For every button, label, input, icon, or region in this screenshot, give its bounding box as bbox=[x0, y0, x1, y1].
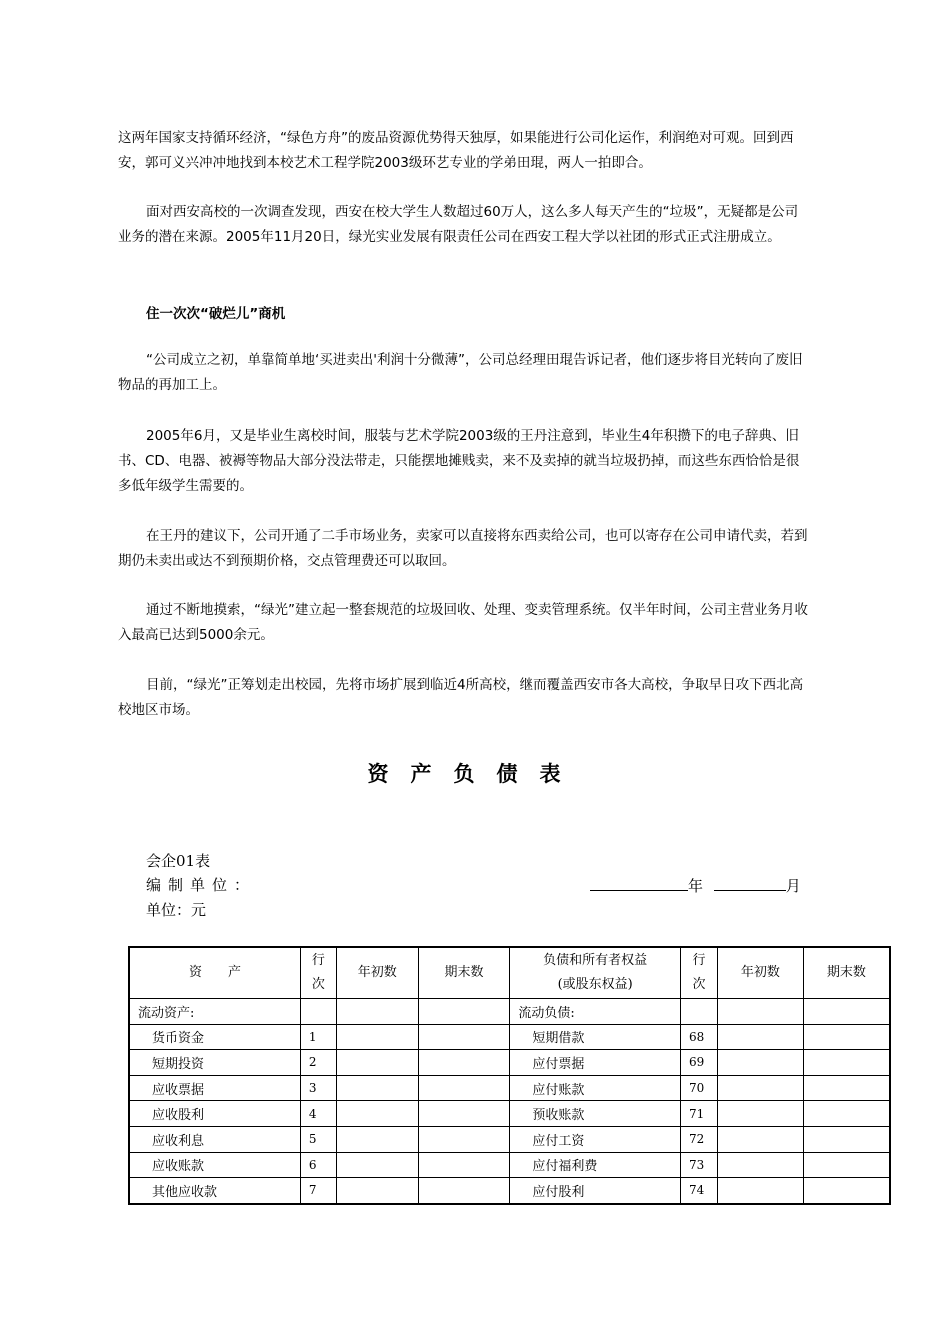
asset-begin-value[interactable] bbox=[336, 1152, 418, 1178]
liability-name: 应付票据 bbox=[510, 1050, 681, 1076]
asset-end-value[interactable] bbox=[418, 1178, 510, 1204]
asset-name: 短期投资 bbox=[129, 1050, 300, 1076]
liability-row-no: 73 bbox=[680, 1152, 717, 1178]
header-end-2: 期末数 bbox=[803, 947, 890, 999]
cell-empty[interactable] bbox=[418, 999, 510, 1025]
asset-end-value[interactable] bbox=[418, 1075, 510, 1101]
asset-end-value[interactable] bbox=[418, 1152, 510, 1178]
cell-empty[interactable] bbox=[300, 999, 336, 1025]
asset-begin-value[interactable] bbox=[336, 1126, 418, 1152]
section-row bbox=[129, 999, 890, 1025]
liability-begin-value[interactable] bbox=[717, 1075, 803, 1101]
liability-end-value[interactable] bbox=[803, 1178, 890, 1204]
table-row bbox=[129, 1152, 890, 1178]
month-blank[interactable] bbox=[714, 874, 786, 891]
cell-empty[interactable] bbox=[680, 999, 717, 1025]
liability-begin-value[interactable] bbox=[717, 1101, 803, 1127]
liability-name: 应付账款 bbox=[510, 1075, 681, 1101]
section-heading: 住一次次“破烂儿”商机 bbox=[146, 306, 286, 322]
header-row-no-2-line2: 次 bbox=[692, 977, 706, 992]
asset-begin-value[interactable] bbox=[336, 1075, 418, 1101]
liability-row-no: 68 bbox=[680, 1024, 717, 1050]
asset-name: 其他应收款 bbox=[129, 1178, 300, 1204]
asset-begin-value[interactable] bbox=[336, 1024, 418, 1050]
asset-row-no: 3 bbox=[300, 1075, 336, 1101]
liability-name: 应付股利 bbox=[510, 1178, 681, 1204]
liability-row-no: 69 bbox=[680, 1050, 717, 1076]
unit-label: 编制单位： bbox=[146, 876, 257, 894]
liability-end-value[interactable] bbox=[803, 1126, 890, 1152]
header-liability-line2: (或股东权益) bbox=[557, 977, 633, 992]
table-row bbox=[129, 1075, 890, 1101]
balance-sheet-table bbox=[128, 946, 891, 1205]
asset-name: 应收票据 bbox=[129, 1075, 300, 1101]
asset-end-value[interactable] bbox=[418, 1101, 510, 1127]
table-row bbox=[129, 1024, 890, 1050]
form-title: 资产负债表 bbox=[367, 762, 583, 786]
paragraph-3: “公司成立之初，单靠简单地‘买进卖出'利润十分微薄”，公司总经理田琨告诉记者，他们逐步将目光转向了废旧物品的再加工上。 bbox=[118, 352, 803, 393]
paragraph-7: 目前，“绿光”正筹划走出校园，先将市场扩展到临近4所高校，继而覆盖西安市各大高校，争取早日攻下西北高校地区市场。 bbox=[118, 677, 804, 718]
table-header-row bbox=[129, 947, 890, 999]
liability-begin-value[interactable] bbox=[717, 1178, 803, 1204]
asset-section-label: 流动资产: bbox=[129, 999, 300, 1025]
header-row-no-line2: 次 bbox=[311, 977, 325, 992]
month-label: 月 bbox=[785, 877, 801, 895]
liability-begin-value[interactable] bbox=[717, 1024, 803, 1050]
header-row-no-line1: 行 bbox=[311, 953, 325, 968]
asset-row-no: 6 bbox=[300, 1152, 336, 1178]
header-row-no bbox=[300, 947, 336, 999]
asset-name: 应收账款 bbox=[129, 1152, 300, 1178]
form-code: 会企01表 bbox=[146, 852, 211, 870]
cell-empty[interactable] bbox=[803, 999, 890, 1025]
header-row-no-2-line1: 行 bbox=[692, 953, 706, 968]
asset-begin-value[interactable] bbox=[336, 1178, 418, 1204]
header-end: 期末数 bbox=[418, 947, 510, 999]
asset-name: 应收利息 bbox=[129, 1126, 300, 1152]
table-row bbox=[129, 1050, 890, 1076]
header-asset: 资 产 bbox=[129, 947, 300, 999]
table-body bbox=[129, 1024, 890, 1204]
table-row bbox=[129, 1101, 890, 1127]
paragraph-6: 通过不断地摸索，“绿光”建立起一整套规范的垃圾回收、处理、变卖管理系统。仅半年时间，公司主营业务月收入最高已达到5000余元。 bbox=[118, 602, 808, 643]
asset-end-value[interactable] bbox=[418, 1126, 510, 1152]
header-liability bbox=[510, 947, 681, 999]
asset-row-no: 7 bbox=[300, 1178, 336, 1204]
currency-unit: 单位：元 bbox=[146, 901, 207, 919]
year-label: 年 bbox=[688, 877, 704, 895]
header-begin-2: 年初数 bbox=[717, 947, 803, 999]
liability-row-no: 71 bbox=[680, 1101, 717, 1127]
liability-row-no: 70 bbox=[680, 1075, 717, 1101]
header-liability-line1: 负债和所有者权益 bbox=[543, 953, 648, 968]
paragraph-1: 这两年国家支持循环经济，“绿色方舟”的废品资源优势得天独厚，如果能进行公司化运作，利润绝对可观。回到西安，郭可义兴冲冲地找到本校艺术工程学院2003级环艺专业的学弟田琨，两人一拍即合。 bbox=[118, 130, 794, 171]
liability-begin-value[interactable] bbox=[717, 1050, 803, 1076]
liability-name: 应付福利费 bbox=[510, 1152, 681, 1178]
liability-name: 短期借款 bbox=[510, 1024, 681, 1050]
paragraph-5: 在王丹的建议下，公司开通了二手市场业务，卖家可以直接将东西卖给公司，也可以寄存在公司申请代卖，若到期仍未卖出或达不到预期价格，交点管理费还可以取回。 bbox=[118, 528, 808, 569]
asset-end-value[interactable] bbox=[418, 1024, 510, 1050]
liability-section-label: 流动负债: bbox=[510, 999, 681, 1025]
table-row bbox=[129, 1178, 890, 1204]
liability-end-value[interactable] bbox=[803, 1050, 890, 1076]
year-blank[interactable] bbox=[590, 874, 688, 891]
asset-begin-value[interactable] bbox=[336, 1050, 418, 1076]
paragraph-4: 2005年6月，又是毕业生离校时间，服装与艺术学院2003级的王丹注意到，毕业生4年积攒下的电子辞典、旧书、CD、电器、被褥等物品大部分没法带走，只能摆地摊贱卖，来不及卖掉的就当垃圾扔掉，而这些东西恰恰是很多低年级学生需要的。 bbox=[118, 428, 800, 494]
liability-name: 应付工资 bbox=[510, 1126, 681, 1152]
table-row bbox=[129, 1126, 890, 1152]
cell-empty[interactable] bbox=[717, 999, 803, 1025]
liability-end-value[interactable] bbox=[803, 1101, 890, 1127]
asset-row-no: 1 bbox=[300, 1024, 336, 1050]
header-row-no-2 bbox=[680, 947, 717, 999]
liability-end-value[interactable] bbox=[803, 1152, 890, 1178]
asset-end-value[interactable] bbox=[418, 1050, 510, 1076]
asset-row-no: 4 bbox=[300, 1101, 336, 1127]
liability-row-no: 72 bbox=[680, 1126, 717, 1152]
cell-empty[interactable] bbox=[336, 999, 418, 1025]
liability-row-no: 74 bbox=[680, 1178, 717, 1204]
liability-end-value[interactable] bbox=[803, 1024, 890, 1050]
asset-row-no: 5 bbox=[300, 1126, 336, 1152]
asset-name: 货币资金 bbox=[129, 1024, 300, 1050]
asset-begin-value[interactable] bbox=[336, 1101, 418, 1127]
paragraph-2: 面对西安高校的一次调查发现，西安在校大学生人数超过60万人，这么多人每天产生的“垃圾”，无疑都是公司业务的潜在来源。2005年11月20日，绿光实业发展有限责任公司在西安工程大学以社团的形式正式注册成立。 bbox=[118, 204, 799, 245]
date-field bbox=[590, 874, 801, 896]
asset-name: 应收股利 bbox=[129, 1101, 300, 1127]
liability-end-value[interactable] bbox=[803, 1075, 890, 1101]
liability-begin-value[interactable] bbox=[717, 1152, 803, 1178]
liability-name: 预收账款 bbox=[510, 1101, 681, 1127]
asset-row-no: 2 bbox=[300, 1050, 336, 1076]
liability-begin-value[interactable] bbox=[717, 1126, 803, 1152]
header-begin: 年初数 bbox=[336, 947, 418, 999]
